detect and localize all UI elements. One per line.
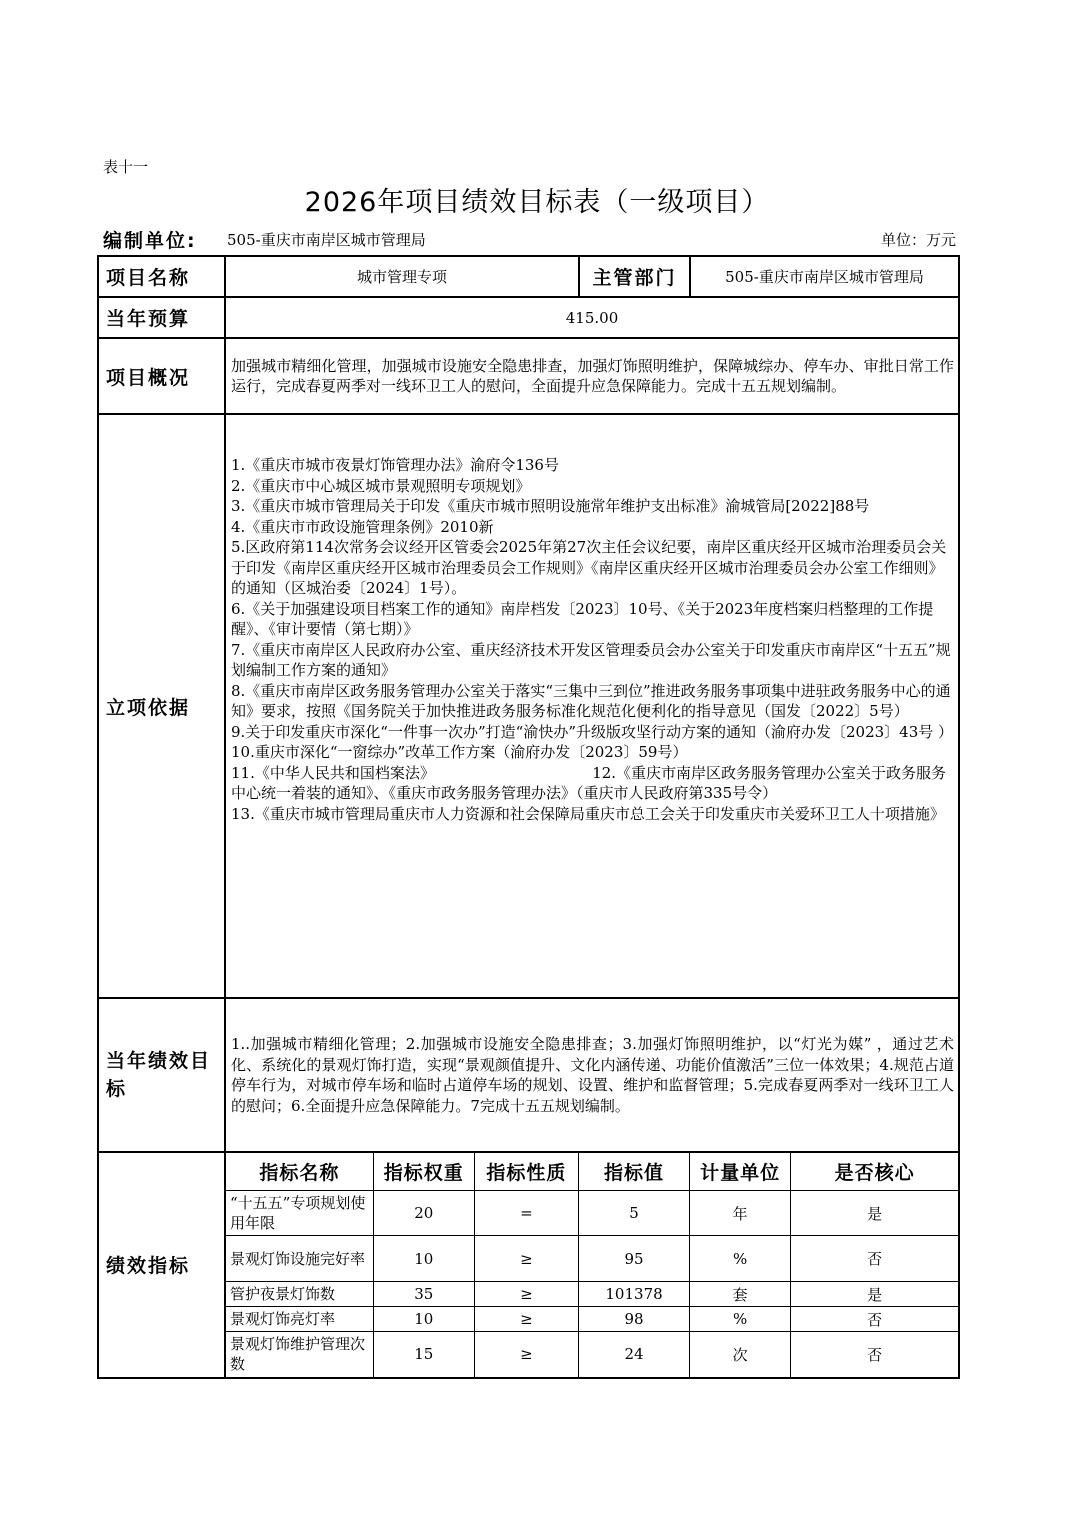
kpi-unit: 年 <box>690 1191 791 1236</box>
kpi-data-row <box>226 1307 958 1332</box>
kpi-unit: 次 <box>690 1332 791 1377</box>
kpi-row <box>98 1152 959 1378</box>
kpi-operator: ≥ <box>474 1332 578 1377</box>
basis-item: 7.《重庆市南岸区人民政府办公室、重庆经济技术开发区管理委员会办公室关于印发重庆市南岸区“十五五”规划编制工作方案的通知》 <box>231 640 951 679</box>
kpi-value: 5 <box>578 1191 689 1236</box>
kpi-header-row <box>226 1153 958 1191</box>
kpi-header: 指标性质 <box>474 1153 578 1191</box>
budget-row <box>98 297 959 338</box>
project-name-label: 项目名称 <box>98 256 225 297</box>
basis-item: 10.重庆市深化“一窗综办”改革工作方案（渝府办发〔2023〕59号） <box>231 743 688 761</box>
kpi-operator: = <box>474 1191 578 1236</box>
budget-label: 当年预算 <box>98 297 225 338</box>
basis-item: 8.《重庆市南岸区政务服务管理办公室关于落实“三集中三到位”推进政务服务事项集中进驻政务服务中心的通知》要求，按照《国务院关于加快推进政务服务标准化规范化便利化的指导意见（国发〔2022〕5号） <box>231 681 951 720</box>
kpi-core: 否 <box>791 1307 958 1332</box>
kpi-name: 景观灯饰亮灯率 <box>226 1307 373 1332</box>
department-value: 505-重庆市南岸区城市管理局 <box>690 256 959 297</box>
basis-item: 3.《重庆市城市管理局关于印发《重庆市城市照明设施常年维护支出标准》渝城管局[2022]88号 <box>231 497 870 515</box>
kpi-core: 否 <box>791 1236 958 1282</box>
compiling-unit-value: 505-重庆市南岸区城市管理局 <box>227 231 426 249</box>
kpi-label: 绩效指标 <box>98 1152 225 1378</box>
kpi-weight: 10 <box>373 1307 474 1332</box>
kpi-unit: % <box>690 1307 791 1332</box>
basis-label: 立项依据 <box>98 414 225 998</box>
kpi-data-row <box>226 1236 958 1282</box>
compiling-unit-label: 编制单位: <box>103 230 197 252</box>
kpi-weight: 10 <box>373 1236 474 1282</box>
kpi-value: 24 <box>578 1332 689 1377</box>
goal-label: 当年绩效目标 <box>98 998 225 1152</box>
budget-value: 415.00 <box>225 297 959 338</box>
kpi-core: 是 <box>791 1282 958 1307</box>
kpi-value: 95 <box>578 1236 689 1282</box>
kpi-operator: ≥ <box>474 1236 578 1282</box>
kpi-value: 98 <box>578 1307 689 1332</box>
department-label: 主管部门 <box>579 256 690 297</box>
basis-item: 4.《重庆市市政设施管理条例》2010新 <box>231 517 494 536</box>
goal-row <box>98 998 959 1152</box>
kpi-cell <box>225 1152 959 1378</box>
kpi-name: “十五五”专项规划使用年限 <box>226 1191 373 1236</box>
kpi-name: 管护夜景灯饰数 <box>226 1282 373 1307</box>
basis-item: 2.《重庆市中心城区城市景观照明专项规划》 <box>231 476 531 495</box>
table-number: 表十一 <box>103 158 149 176</box>
basis-content <box>225 414 959 998</box>
kpi-name: 景观灯饰设施完好率 <box>226 1236 373 1282</box>
kpi-data-row <box>226 1332 958 1377</box>
basis-item: 11.《中华人民共和国档案法》 12.《重庆市南岸区政务服务管理办公室关于政务服务中心统一着装的通知》、《重庆市政务服务管理办法》（重庆市人民政府第335号令） <box>231 763 947 802</box>
basis-item: 5.区政府第114次常务会议经开区管委会2025年第27次主任会议纪要，南岸区重庆经开区城市治理委员会关于印发《南岸区重庆经开区城市治理委员会工作规则》《南岸区重庆经开区城市治理委员会办公室工作细则》的通知（区城治委〔2024〕1号）。 <box>231 538 947 597</box>
kpi-header: 是否核心 <box>791 1153 958 1191</box>
page-title: 2026年项目绩效目标表（一级项目） <box>304 187 770 218</box>
kpi-core: 是 <box>791 1191 958 1236</box>
kpi-operator: ≥ <box>474 1282 578 1307</box>
overview-label: 项目概况 <box>98 338 225 414</box>
overview-text: 加强城市精细化管理，加强城市设施安全隐患排查，加强灯饰照明维护，保障城综办、停车办、审批日常工作运行，完成春夏两季对一线环卫工人的慰问，全面提升应急保障能力。完成十五五规划编制。 <box>225 338 959 414</box>
kpi-table <box>226 1153 958 1377</box>
kpi-core: 否 <box>791 1332 958 1377</box>
kpi-data-row <box>226 1191 958 1236</box>
basis-item: 9.关于印发重庆市深化“一件事一次办”打造“渝快办”升级版攻坚行动方案的通知（渝府办发〔2023〕43号 ） <box>231 722 954 741</box>
kpi-header: 指标权重 <box>373 1153 474 1191</box>
basis-item: 6.《关于加强建设项目档案工作的通知》南岸档发〔2023〕10号、《关于2023年度档案归档整理的工作提醒》、《审计要情（第七期）》 <box>231 599 934 638</box>
kpi-unit: % <box>690 1236 791 1282</box>
project-name-value: 城市管理专项 <box>225 256 579 297</box>
goal-text: 1..加强城市精细化管理；2.加强城市设施安全隐患排查；3.加强灯饰照明维护，以“灯光为媒” ，通过艺术化、系统化的景观灯饰打造，实现“景观颜值提升、文化内涵传递、功能价值激活”三位一体效果；4.规范占道停车行为，对城市停车场和临时占道停车场的规划、设置、维护和监督管理；5.完成春夏两季对一线环卫工人的慰问；6.全面提升应急保障能力。7完成十五五规划编制。 <box>225 998 959 1152</box>
kpi-weight: 20 <box>373 1191 474 1236</box>
kpi-value: 101378 <box>578 1282 689 1307</box>
kpi-weight: 35 <box>373 1282 474 1307</box>
currency-unit: 单位：万元 <box>880 231 956 249</box>
basis-item: 13.《重庆市城市管理局重庆市人力资源和社会保障局重庆市总工会关于印发重庆市关爱环卫工人十项措施》 <box>231 804 945 823</box>
project-name-row <box>98 256 959 297</box>
kpi-name: 景观灯饰维护管理次数 <box>226 1332 373 1377</box>
overview-row <box>98 338 959 414</box>
kpi-unit: 套 <box>690 1282 791 1307</box>
basis-row <box>98 414 959 998</box>
kpi-weight: 15 <box>373 1332 474 1377</box>
kpi-header: 指标值 <box>578 1153 689 1191</box>
kpi-header: 计量单位 <box>690 1153 791 1191</box>
basis-item: 1.《重庆市城市夜景灯饰管理办法》渝府令136号 <box>231 456 559 474</box>
kpi-data-row <box>226 1282 958 1307</box>
kpi-header: 指标名称 <box>226 1153 373 1191</box>
kpi-operator: ≥ <box>474 1307 578 1332</box>
performance-target-table <box>97 255 960 1379</box>
